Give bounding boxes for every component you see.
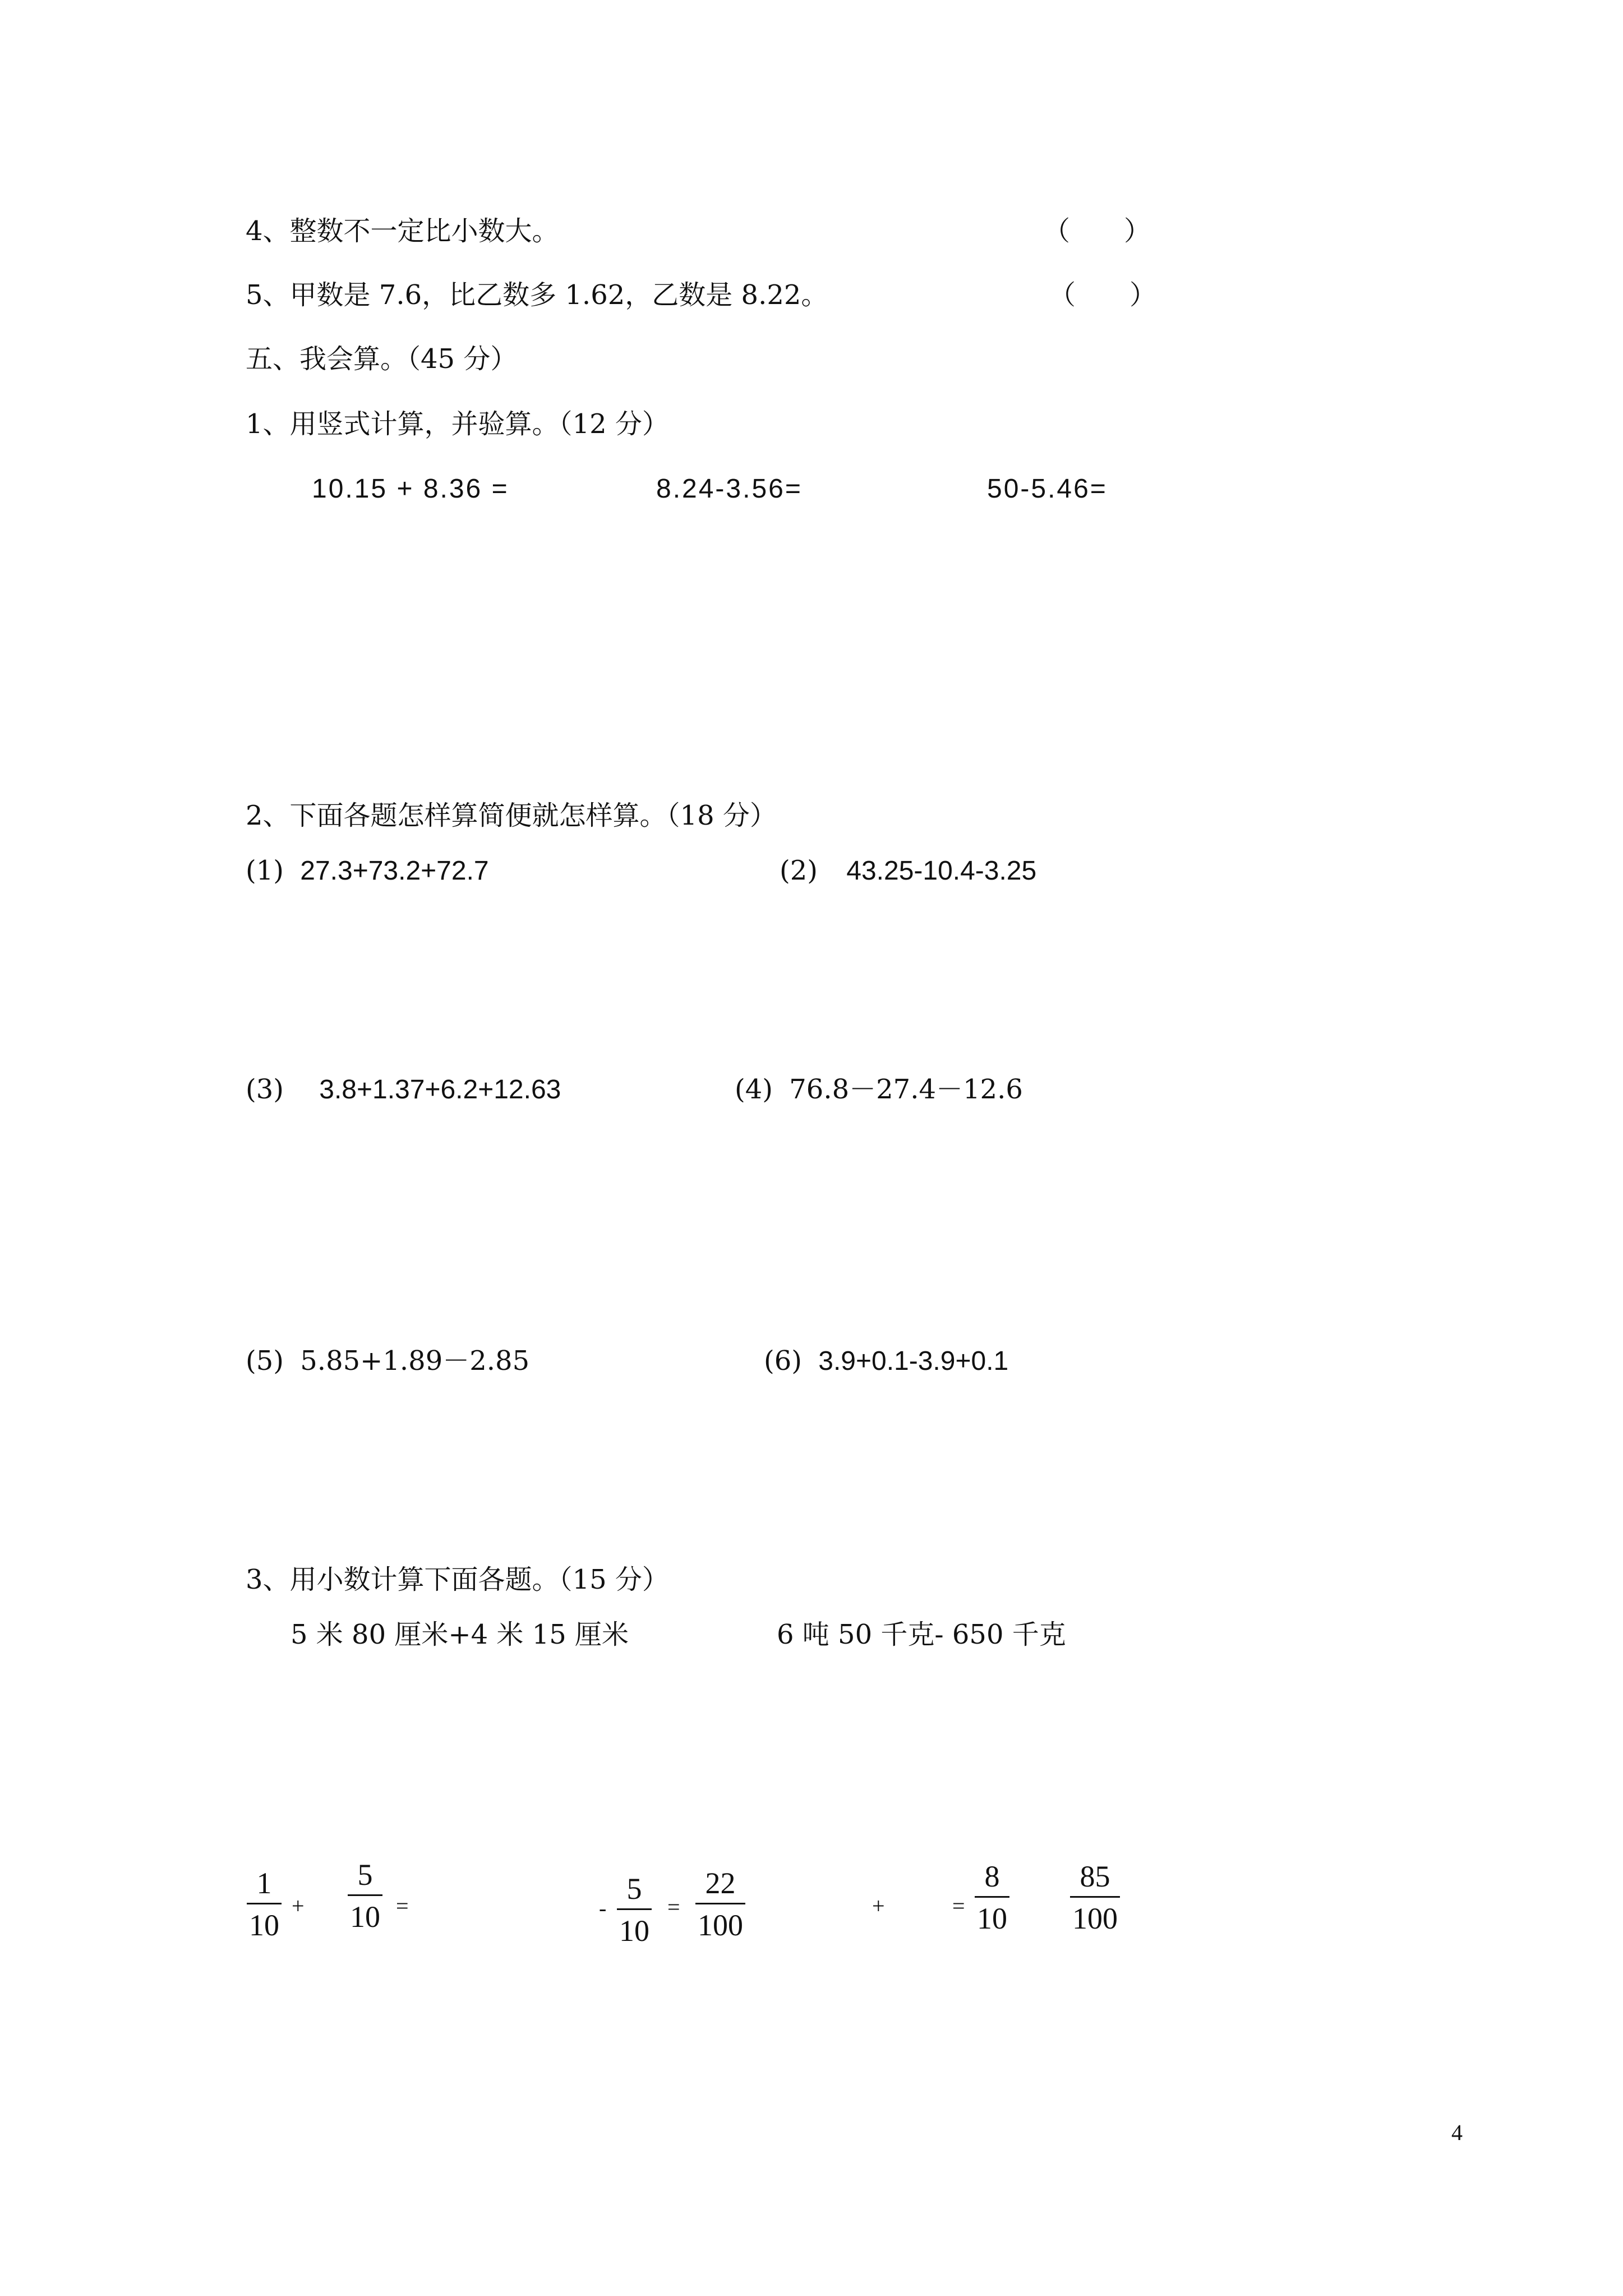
plus-sign: +	[872, 1893, 885, 1918]
vertical-calc-problem-2: 8.24-3.56=	[656, 474, 803, 504]
denominator: 100	[698, 1908, 743, 1942]
minus-sign: -	[599, 1895, 607, 1921]
item-label: (3)	[246, 1074, 284, 1105]
item-expr: 3.9+0.1-3.9+0.1	[818, 1346, 1009, 1376]
part3-title: 3、用小数计算下面各题。（15 分）	[246, 1564, 669, 1595]
item-expr: 3.8+1.37+6.2+12.63	[319, 1075, 561, 1105]
fraction-4	[695, 1868, 745, 1940]
simplify-item-3	[246, 1076, 561, 1103]
vertical-calc-problem-1: 10.15 + 8.36 =	[312, 474, 509, 504]
denominator: 10	[350, 1900, 380, 1934]
fraction-3	[617, 1874, 652, 1946]
part1-title: 1、用竖式计算，并验算。（12 分）	[246, 408, 669, 440]
denominator: 10	[249, 1908, 279, 1942]
page-number: 4	[1451, 2120, 1463, 2145]
denominator: 100	[1072, 1902, 1118, 1935]
numerator: 22	[705, 1866, 736, 1900]
simplify-item-2	[780, 857, 1036, 885]
item-label: (5)	[246, 1345, 284, 1377]
fraction-5	[975, 1861, 1009, 1934]
fraction-6	[1070, 1861, 1120, 1934]
equals-sign: =	[952, 1893, 965, 1918]
item-expr: 43.25-10.4-3.25	[846, 856, 1037, 886]
fraction-2	[348, 1860, 382, 1932]
vertical-calc-problem-3: 50-5.46=	[987, 474, 1108, 504]
numerator: 5	[357, 1858, 373, 1892]
numerator: 5	[626, 1872, 642, 1906]
item-label: (4)	[735, 1074, 773, 1105]
unit-calc-problem-2: 6 吨 50 千克- 650 千克	[777, 1619, 1066, 1650]
simplify-item-6	[764, 1347, 1008, 1375]
answer-blank-5[interactable]: （ ）	[1049, 279, 1157, 311]
unit-calc-problem-1: 5 米 80 厘米+4 米 15 厘米	[291, 1619, 629, 1650]
equals-sign: =	[396, 1893, 409, 1918]
item-expr: 5.85+1.89－2.85	[300, 1345, 530, 1377]
part2-title: 2、下面各题怎样算简便就怎样算。（18 分）	[246, 800, 777, 831]
item-label: (2)	[780, 855, 818, 886]
question-5: 5、甲数是 7.6，比乙数多 1.62，乙数是 8.22。	[246, 279, 828, 311]
denominator: 10	[619, 1914, 649, 1948]
section-heading: 五、我会算。（45 分）	[246, 343, 518, 375]
numerator: 1	[256, 1866, 272, 1900]
question-4: 4、整数不一定比小数大。	[246, 215, 559, 247]
answer-blank-4[interactable]: （ ）	[1043, 215, 1151, 247]
simplify-item-5	[246, 1345, 530, 1377]
equals-sign: =	[667, 1894, 680, 1920]
plus-sign: +	[292, 1893, 305, 1918]
item-label: (1)	[246, 855, 284, 886]
item-expr: 27.3+73.2+72.7	[300, 856, 489, 886]
fraction-1	[247, 1868, 282, 1940]
numerator: 85	[1080, 1860, 1110, 1893]
numerator: 8	[984, 1860, 1000, 1893]
simplify-item-4	[735, 1076, 1023, 1103]
denominator: 10	[977, 1902, 1007, 1935]
simplify-item-1	[246, 857, 489, 885]
item-label: (6)	[764, 1345, 802, 1377]
item-expr: 76.8－27.4－12.6	[789, 1074, 1023, 1105]
